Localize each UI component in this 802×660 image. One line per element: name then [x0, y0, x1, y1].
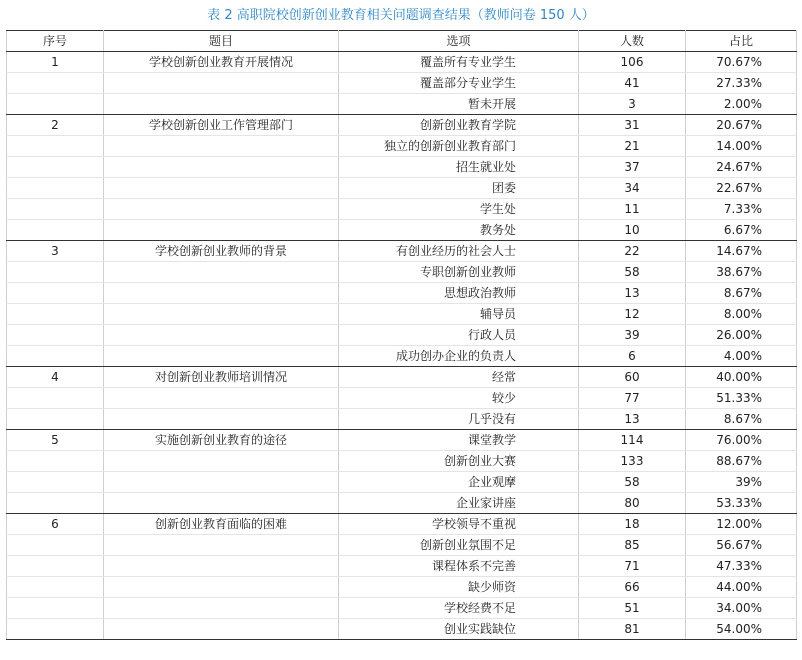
row-percent: 51.33%: [686, 388, 797, 409]
row-option: 创新创业教育学院: [339, 115, 579, 136]
row-count: 114: [579, 430, 686, 451]
row-topic: [104, 136, 339, 157]
row-percent: 88.67%: [686, 451, 797, 472]
row-option: 辅导员: [339, 304, 579, 325]
header-topic: 题目: [104, 31, 339, 52]
table-row: [7, 304, 797, 325]
row-percent: 6.67%: [686, 220, 797, 241]
row-option: 暂未开展: [339, 94, 579, 115]
header-no: 序号: [7, 31, 104, 52]
row-percent: 70.67%: [686, 52, 797, 73]
table-row: [7, 367, 797, 388]
row-option: 经常: [339, 367, 579, 388]
row-topic: [104, 94, 339, 115]
row-topic: [104, 556, 339, 577]
row-percent: 44.00%: [686, 577, 797, 598]
row-option: 学生处: [339, 199, 579, 220]
row-topic: 实施创新创业教育的途径: [104, 430, 339, 451]
table-row: [7, 598, 797, 619]
row-topic: [104, 388, 339, 409]
row-count: 41: [579, 73, 686, 94]
row-count: 85: [579, 535, 686, 556]
row-topic: [104, 598, 339, 619]
row-option: 课程体系不完善: [339, 556, 579, 577]
row-topic: [104, 346, 339, 367]
row-percent: 24.67%: [686, 157, 797, 178]
row-option: 课堂教学: [339, 430, 579, 451]
table-row: [7, 115, 797, 136]
table-row: [7, 535, 797, 556]
row-topic: [104, 472, 339, 493]
row-option: 行政人员: [339, 325, 579, 346]
row-option: 创新创业氛围不足: [339, 535, 579, 556]
row-count: 13: [579, 283, 686, 304]
table-row: [7, 73, 797, 94]
row-option: 独立的创新创业教育部门: [339, 136, 579, 157]
row-number: [7, 619, 104, 640]
row-percent: 34.00%: [686, 598, 797, 619]
row-topic: [104, 325, 339, 346]
row-percent: 56.67%: [686, 535, 797, 556]
row-percent: 14.67%: [686, 241, 797, 262]
table-row: [7, 157, 797, 178]
header-count: 人数: [579, 31, 686, 52]
row-topic: [104, 178, 339, 199]
row-percent: 40.00%: [686, 367, 797, 388]
row-option: 团委: [339, 178, 579, 199]
row-option: 创新创业大赛: [339, 451, 579, 472]
row-number: [7, 136, 104, 157]
row-option: 缺少师资: [339, 577, 579, 598]
row-count: 39: [579, 325, 686, 346]
table-row: [7, 136, 797, 157]
row-option: 较少: [339, 388, 579, 409]
row-count: 13: [579, 409, 686, 430]
table-row: [7, 241, 797, 262]
row-count: 81: [579, 619, 686, 640]
table-row: [7, 52, 797, 73]
row-option: 思想政治教师: [339, 283, 579, 304]
row-percent: 8.67%: [686, 409, 797, 430]
row-number: [7, 283, 104, 304]
row-option: 专职创新创业教师: [339, 262, 579, 283]
row-topic: 对创新创业教师培训情况: [104, 367, 339, 388]
table-row: [7, 94, 797, 115]
row-count: 31: [579, 115, 686, 136]
table-caption: 表 2 高职院校创新创业教育相关问题调查结果（教师问卷 150 人）: [207, 8, 595, 23]
row-topic: [104, 493, 339, 514]
table-row: [7, 556, 797, 577]
row-number: [7, 325, 104, 346]
row-topic: [104, 451, 339, 472]
row-count: 51: [579, 598, 686, 619]
table-row: [7, 409, 797, 430]
header-percent: 占比: [686, 31, 797, 52]
row-number: 3: [7, 241, 104, 262]
row-number: [7, 472, 104, 493]
row-count: 80: [579, 493, 686, 514]
row-count: 37: [579, 157, 686, 178]
table-header: [7, 31, 797, 52]
row-number: [7, 556, 104, 577]
row-option: 覆盖所有专业学生: [339, 52, 579, 73]
row-number: [7, 94, 104, 115]
table-row: [7, 325, 797, 346]
row-option: 学校经费不足: [339, 598, 579, 619]
row-number: 2: [7, 115, 104, 136]
row-number: [7, 220, 104, 241]
row-number: [7, 598, 104, 619]
row-topic: [104, 283, 339, 304]
row-option: 企业家讲座: [339, 493, 579, 514]
row-number: [7, 262, 104, 283]
row-count: 77: [579, 388, 686, 409]
row-option: 有创业经历的社会人士: [339, 241, 579, 262]
row-number: [7, 346, 104, 367]
row-option: 成功创办企业的负责人: [339, 346, 579, 367]
header-row: [7, 31, 797, 52]
row-percent: 38.67%: [686, 262, 797, 283]
row-count: 71: [579, 556, 686, 577]
row-count: 106: [579, 52, 686, 73]
row-number: 6: [7, 514, 104, 535]
row-percent: 39%: [686, 472, 797, 493]
row-number: [7, 199, 104, 220]
row-number: 5: [7, 430, 104, 451]
row-percent: 20.67%: [686, 115, 797, 136]
row-count: 6: [579, 346, 686, 367]
row-number: [7, 304, 104, 325]
row-number: [7, 178, 104, 199]
row-percent: 14.00%: [686, 136, 797, 157]
table-row: [7, 430, 797, 451]
row-percent: 7.33%: [686, 199, 797, 220]
row-count: 66: [579, 577, 686, 598]
row-topic: [104, 220, 339, 241]
row-number: [7, 157, 104, 178]
row-option: 招生就业处: [339, 157, 579, 178]
table-row: [7, 220, 797, 241]
row-number: [7, 577, 104, 598]
table-row: [7, 388, 797, 409]
row-count: 11: [579, 199, 686, 220]
row-count: 58: [579, 262, 686, 283]
row-number: 1: [7, 52, 104, 73]
row-percent: 53.33%: [686, 493, 797, 514]
row-percent: 8.00%: [686, 304, 797, 325]
table-body: [7, 52, 797, 640]
row-percent: 47.33%: [686, 556, 797, 577]
row-count: 60: [579, 367, 686, 388]
row-percent: 26.00%: [686, 325, 797, 346]
row-count: 21: [579, 136, 686, 157]
table-row: [7, 577, 797, 598]
row-count: 12: [579, 304, 686, 325]
row-count: 3: [579, 94, 686, 115]
row-number: [7, 409, 104, 430]
row-topic: [104, 535, 339, 556]
row-percent: 4.00%: [686, 346, 797, 367]
row-topic: [104, 304, 339, 325]
row-number: [7, 388, 104, 409]
row-option: 几乎没有: [339, 409, 579, 430]
table-row: [7, 493, 797, 514]
table-row: [7, 262, 797, 283]
row-percent: 2.00%: [686, 94, 797, 115]
survey-results-table: [6, 30, 797, 640]
row-topic: 创新创业教育面临的困难: [104, 514, 339, 535]
row-topic: 学校创新创业教育开展情况: [104, 52, 339, 73]
row-topic: 学校创新创业教师的背景: [104, 241, 339, 262]
row-option: 覆盖部分专业学生: [339, 73, 579, 94]
header-option: 选项: [339, 31, 579, 52]
row-option: 教务处: [339, 220, 579, 241]
row-percent: 12.00%: [686, 514, 797, 535]
row-number: [7, 451, 104, 472]
row-topic: [104, 199, 339, 220]
table-row: [7, 346, 797, 367]
row-topic: [104, 409, 339, 430]
row-count: 58: [579, 472, 686, 493]
table-row: [7, 619, 797, 640]
table-row: [7, 472, 797, 493]
table-row: [7, 178, 797, 199]
row-number: [7, 535, 104, 556]
table-row: [7, 283, 797, 304]
row-option: 学校领导不重视: [339, 514, 579, 535]
row-count: 10: [579, 220, 686, 241]
row-topic: [104, 619, 339, 640]
row-topic: [104, 262, 339, 283]
row-number: [7, 493, 104, 514]
row-count: 18: [579, 514, 686, 535]
row-percent: 27.33%: [686, 73, 797, 94]
row-option: 企业观摩: [339, 472, 579, 493]
row-topic: [104, 73, 339, 94]
row-count: 133: [579, 451, 686, 472]
table-row: [7, 514, 797, 535]
row-number: 4: [7, 367, 104, 388]
row-topic: [104, 577, 339, 598]
row-topic: 学校创新创业工作管理部门: [104, 115, 339, 136]
row-count: 22: [579, 241, 686, 262]
row-percent: 54.00%: [686, 619, 797, 640]
row-percent: 22.67%: [686, 178, 797, 199]
row-percent: 8.67%: [686, 283, 797, 304]
row-topic: [104, 157, 339, 178]
table-row: [7, 451, 797, 472]
row-number: [7, 73, 104, 94]
row-count: 34: [579, 178, 686, 199]
table-row: [7, 199, 797, 220]
row-percent: 76.00%: [686, 430, 797, 451]
row-option: 创业实践缺位: [339, 619, 579, 640]
